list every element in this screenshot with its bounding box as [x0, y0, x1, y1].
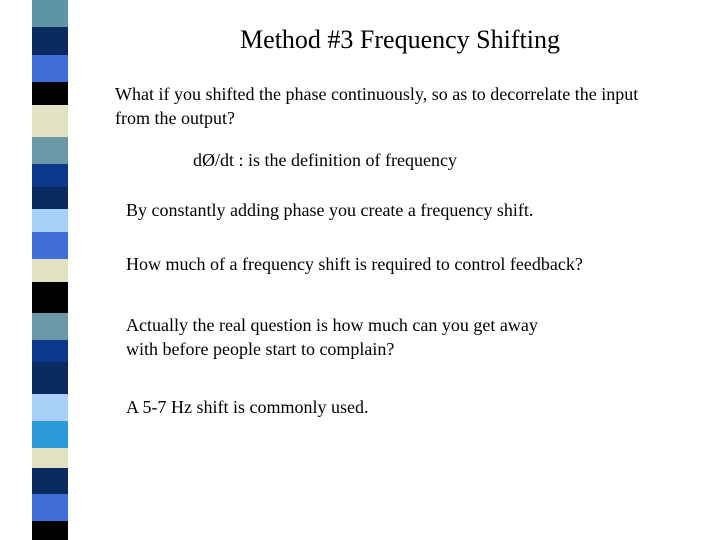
strip-block	[32, 0, 68, 27]
strip-block	[32, 521, 68, 540]
paragraph-shift-question: How much of a frequency shift is required to control feedback?	[126, 254, 583, 274]
strip-block	[32, 209, 68, 232]
paragraph-real-question	[126, 313, 538, 361]
strip-block	[32, 468, 68, 494]
strip-block	[32, 82, 68, 105]
paragraph-common-shift: A 5-7 Hz shift is commonly used.	[126, 397, 369, 417]
strip-block	[32, 362, 68, 394]
intro-question	[115, 82, 638, 130]
strip-block	[32, 232, 68, 259]
strip-block	[32, 494, 68, 521]
frequency-definition: dØ/dt : is the definition of frequency	[193, 150, 457, 170]
strip-block	[32, 105, 68, 137]
slide-title: Method #3 Frequency Shifting	[240, 25, 560, 54]
strip-block	[32, 394, 68, 421]
strip-block	[32, 282, 68, 313]
strip-block	[32, 259, 68, 282]
strip-block	[32, 137, 68, 164]
strip-block	[32, 313, 68, 340]
intro-line: What if you shifted the phase continuously, so as to decorrelate the input	[115, 84, 639, 104]
strip-block	[32, 187, 68, 209]
paragraph-line: Actually the real question is how much can you get away	[126, 315, 538, 335]
intro-line: from the output?	[115, 108, 235, 128]
strip-block	[32, 448, 68, 468]
paragraph-line: with before people start to complain?	[126, 339, 395, 359]
strip-block	[32, 164, 68, 187]
strip-block	[32, 55, 68, 82]
strip-block	[32, 340, 68, 362]
strip-block	[32, 421, 68, 448]
decorative-side-strip	[32, 0, 68, 540]
paragraph-phase-shift: By constantly adding phase you create a frequency shift.	[126, 200, 534, 220]
